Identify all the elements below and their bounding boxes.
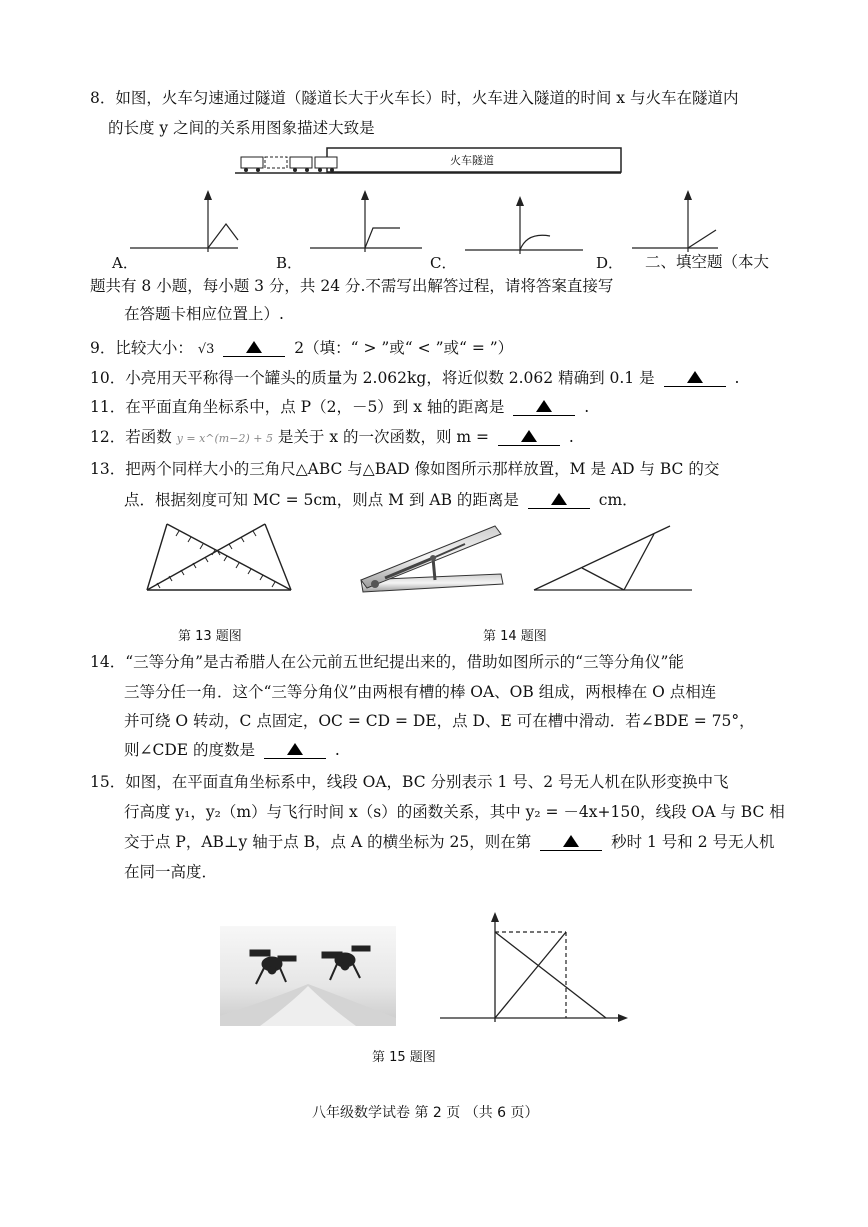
option-d-graph (632, 190, 722, 260)
fig13-set-squares (145, 522, 295, 594)
q14-line4 (124, 740, 340, 761)
option-b-graph (310, 190, 425, 260)
q15-answer-blank[interactable] (540, 830, 602, 851)
q12-prefix: 12．若函数 (90, 428, 172, 446)
fig14-schematic (530, 522, 695, 594)
q9 (90, 338, 513, 360)
triangle-icon (521, 430, 537, 442)
section2-line1: 题共有 8 小题，每小题 3 分，共 24 分.不需写出解答过程，请将答案直接写 (90, 277, 614, 295)
fig15-caption: 第 15 题图 (372, 1050, 436, 1065)
q10-text: 10．小亮用天平称得一个罐头的质量为 2.062kg，将近似数 2.062 精确到 0.1 是 (90, 369, 655, 387)
q14-line1: 14．“三等分角”是古希腊人在公元前五世纪提出来的，借助如图所示的“三等分角仪”能 (90, 653, 684, 671)
q14-line4-prefix: 则∠CDE 的度数是 (124, 741, 256, 759)
q15-line3 (124, 832, 775, 853)
page-footer: 八年级数学试卷 第 2 页 （共 6 页） (312, 1105, 539, 1121)
q14-line2: 三等分任一角．这个“三等分角仪”由两根有槽的棒 OA、OB 组成，两根棒在 O 点相连 (124, 683, 717, 701)
q12-suffix: 是关于 x 的一次函数，则 m = (277, 428, 490, 446)
q9-suffix: 2（填：“ > ”或“ < ”或“ = ”） (294, 339, 514, 357)
triangle-icon (687, 371, 703, 383)
triangle-icon (287, 743, 303, 755)
q14-end: . (334, 741, 340, 759)
q11-text: 11．在平面直角坐标系中，点 P（2，－5）到 x 轴的距离是 (90, 398, 505, 416)
option-c-label: C． (430, 254, 457, 272)
option-b-label: B． (276, 254, 303, 272)
q13-line2 (124, 490, 638, 511)
q12 (90, 427, 574, 449)
section2-line2: 在答题卡相应位置上）. (124, 305, 284, 323)
q8-line1: 8．如图，火车匀速通过隧道（隧道长大于火车长）时，火车进入隧道的时间 x 与火车在隧道内 (90, 89, 739, 107)
q12-end: . (568, 428, 574, 446)
fig14-caption: 第 14 题图 (483, 629, 547, 644)
q10 (90, 368, 739, 389)
q12-formula: y = x^(m−2) + 5 (176, 432, 273, 445)
q13-line2-suffix: cm． (598, 491, 638, 509)
q13-answer-blank[interactable] (528, 488, 590, 509)
q15-line3-suffix: 秒时 1 号和 2 号无人机 (611, 833, 775, 851)
section2-heading-start: 二、填空题（本大 (645, 253, 770, 271)
q12-answer-blank[interactable] (498, 425, 560, 446)
option-a-graph (130, 190, 240, 260)
fig14-trisector-photo (355, 522, 505, 597)
q15-line2: 行高度 y₁，y₂（m）与飞行时间 x（s）的函数关系，其中 y₂ = －4x+150，线段 OA 与 BC 相 (124, 803, 785, 821)
triangle-icon (563, 835, 579, 847)
option-c-graph (465, 192, 585, 262)
q15-line1: 15．如图，在平面直角坐标系中，线段 OA，BC 分别表示 1 号、2 号无人机在队形变换中飞 (90, 773, 729, 791)
triangle-icon (246, 341, 262, 353)
q15-line3-prefix: 交于点 P，AB⊥y 轴于点 B，点 A 的横坐标为 25，则在第 (124, 833, 532, 851)
option-a-label: A． (112, 254, 138, 272)
q10-answer-blank[interactable] (664, 366, 726, 387)
q9-prefix: 9．比较大小： (90, 339, 193, 357)
q13-line2-prefix: 点．根据刻度可知 MC = 5cm，则点 M 到 AB 的距离是 (124, 491, 519, 509)
q9-answer-blank[interactable] (223, 336, 285, 357)
q11-answer-blank[interactable] (513, 395, 575, 416)
q13-line1: 13．把两个同样大小的三角尺△ABC 与△BAD 像如图所示那样放置，M 是 AD 与 BC 的交 (90, 460, 720, 478)
q10-end: . (734, 369, 740, 387)
train-tunnel-figure (235, 144, 625, 180)
option-d-label: D． (596, 254, 624, 272)
q11 (90, 397, 589, 418)
q14-answer-blank[interactable] (264, 738, 326, 759)
fig15-coordinate-graph (440, 910, 630, 1025)
q14-line3: 并可绕 O 转动，C 点固定，OC = CD = DE，点 D、E 可在槽中滑动．若∠BDE = 75°， (124, 712, 755, 730)
q9-sqrt: √3 (197, 342, 215, 357)
fig15-drone-photo (220, 926, 396, 1026)
tunnel-label: 火车隧道 (450, 154, 494, 167)
q8-line2: 的长度 y 之间的关系用图象描述大致是 (108, 119, 375, 137)
q11-end: . (584, 398, 590, 416)
fig13-caption: 第 13 题图 (178, 629, 242, 644)
q15-line4: 在同一高度． (124, 863, 218, 881)
triangle-icon (536, 400, 552, 412)
triangle-icon (551, 493, 567, 505)
